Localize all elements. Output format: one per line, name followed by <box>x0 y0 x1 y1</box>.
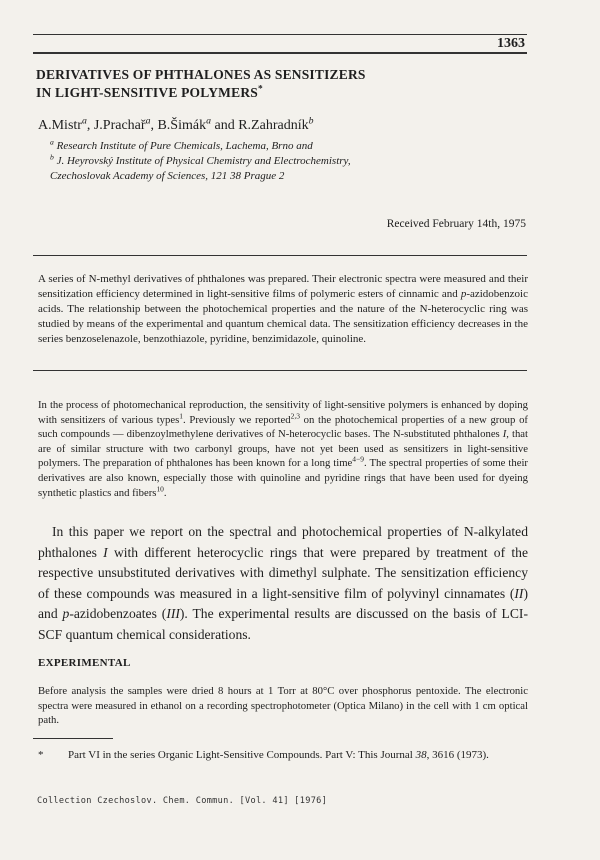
author-affil-mark: b <box>308 115 314 127</box>
reference-mark: 1 <box>179 411 184 421</box>
abstract-rule-bottom <box>33 370 527 371</box>
title-footnote-mark: * <box>257 84 263 95</box>
author-affil-mark: a <box>145 115 151 127</box>
author-name: J.Prachař <box>93 118 146 133</box>
compound-label: I <box>502 428 507 441</box>
body-text: -azidobenzoates ( <box>69 606 167 621</box>
abstract-rule-top <box>33 255 527 256</box>
body-text: In this paper we report on the spectral and photochemical properties of N-alkylated phthalones <box>38 524 528 560</box>
affiliation-a <box>50 137 313 152</box>
footnote-mark: * <box>38 749 44 761</box>
article-title <box>36 66 516 102</box>
body-text: ) and <box>38 585 528 621</box>
author-affil-mark: a <box>81 115 87 127</box>
title-line-2-text: IN LIGHT-SENSITIVE POLYMERS <box>36 85 258 100</box>
footnote-text: , 3616 (1973). <box>426 749 489 761</box>
author-conjunction: and <box>211 118 239 133</box>
author-name: B.Šimák <box>157 118 207 133</box>
author-separator: , <box>150 118 158 133</box>
reference-mark: 2,3 <box>290 411 300 421</box>
abstract-text: -azidobenzoic acids. The relationship between the photochemical properties and the nature of the N-heterocyclic ring was studied by means of the experimental and quantum chemical data. The sensitization efficiency decreases in the series benzoselenazole, benzothiazole, pyridine, benzimidazole, quinoline. <box>38 288 528 345</box>
compound-label: p <box>62 606 70 621</box>
main-paragraph <box>38 522 528 645</box>
received-date: Received February 14th, 1975 <box>386 218 526 230</box>
page-number: 1363 <box>497 36 525 51</box>
introduction-paragraph <box>38 398 528 500</box>
compound-label: II <box>514 585 524 601</box>
author-affil-mark: a <box>206 115 211 127</box>
body-text: , that are of similar structure with two carbonyl groups, have not yet been used as sensitizers in light-sensitive polymers. The preparation of phthalones has been known for a long time <box>38 428 529 470</box>
body-text: ). The experimental results are discussed on the basis of LCI-SCF quantum chemical considerations. <box>38 606 528 642</box>
footnote-volume: 38 <box>415 749 427 761</box>
body-text: with different heterocyclic rings that were prepared by treatment of the respective unsubstituted derivatives with dimethyl sulphate. The sensitization efficiency of these compounds was measured in a light-sensitive film of polyvinyl cinnamates ( <box>38 544 528 601</box>
author-separator: , <box>86 118 94 133</box>
body-text: . Previously we reported <box>183 413 291 426</box>
title-line-1: DERIVATIVES OF PHTHALONES AS SENSITIZERS <box>36 67 366 82</box>
abstract-italic: p <box>460 288 467 300</box>
affiliation-text: Research Institute of Pure Chemicals, Lachema, Brno and <box>56 140 313 152</box>
footnote-rule <box>33 738 113 739</box>
experimental-paragraph: Before analysis the samples were dried 8 hours at 1 Torr at 80°C over phosphorus pentoxide. The electronic spectra were measured in ethanol on a recording spectrophotometer (Optica Milano) in the cell with 1 cm optical path. <box>38 685 528 727</box>
reference-mark: 10 <box>156 484 164 493</box>
title-line-2 <box>36 84 516 102</box>
journal-footer: Collection Czechoslov. Chem. Commun. [Vol. 41] [1976] <box>37 796 328 806</box>
affiliation-mark: b <box>50 152 54 162</box>
author-name: R.Zahradník <box>238 118 309 133</box>
footnote-text: Part VI in the series Organic Light-Sensitive Compounds. Part V: This Journal <box>68 749 416 761</box>
compound-label: III <box>166 606 180 621</box>
body-text: . <box>163 486 167 499</box>
affiliation-mark: a <box>50 137 54 147</box>
affiliation-text: J. Heyrovský Institute of Physical Chemistry and Electrochemistry, <box>56 155 351 167</box>
abstract-text: A series of N-methyl derivatives of phthalones was prepared. Their electronic spectra were measured and their sensitization efficiency determined in light-sensitive films of polymeric esters of cinnamic and <box>38 273 528 300</box>
body-text: . The spectral properties of some their derivatives are also known, especially those with quinoline and pyridine rings that have been used for dyeing synthetic plastics and fibers <box>38 457 528 499</box>
body-text: on the photochemical properties of a new group of such compounds — dibenzoylmethylene derivatives of N-heterocyclic bases. The N-substituted phthalones <box>38 413 528 441</box>
footnote <box>38 748 528 763</box>
section-heading-experimental: EXPERIMENTAL <box>38 657 131 669</box>
affiliation-b-line-2: Czechoslovak Academy of Sciences, 121 38 Prague 2 <box>50 170 285 182</box>
compound-label: I <box>103 544 108 560</box>
abstract <box>38 272 528 347</box>
body-text: In the process of photomechanical reproduction, the sensitivity of light-sensitive polymers is enhanced by doping with sensitizers of various types <box>38 399 528 426</box>
author-name: A.Mistr <box>38 118 82 133</box>
author-list <box>38 115 314 134</box>
header-rule-bottom <box>33 52 527 54</box>
affiliation-b <box>50 152 351 167</box>
header-rule-top <box>33 34 527 35</box>
reference-mark: 4−9 <box>352 454 364 464</box>
